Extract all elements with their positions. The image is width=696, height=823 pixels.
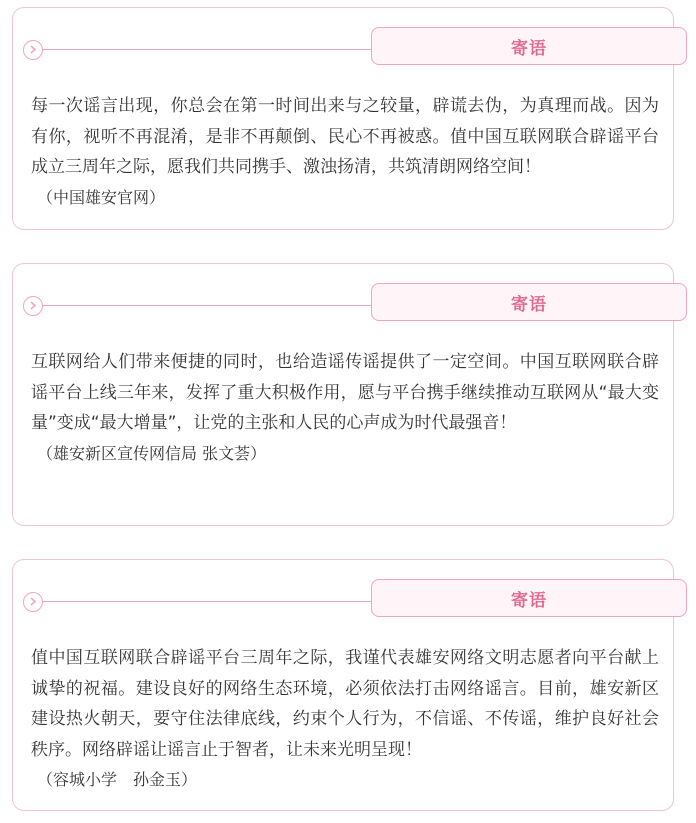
card-content (31, 91, 659, 213)
card-body-text: 互联网给人们带来便捷的同时，也给造谣传谣提供了一定空间。中国互联网联合辟谣平台上线三年来，发挥了重大积极作用，愿与平台携手继续推动互联网从“最大变量”变成“最大增量”，让党的主张和人民的心声成为时代最强音！ (31, 352, 659, 433)
card-title: 寄语 (511, 590, 547, 611)
card-title-box (371, 27, 687, 65)
card-body-text: 值中国互联网联合辟谣平台三周年之际，我谨代表雄安网络文明志愿者向平台献上诚挚的祝福。建设良好的网络生态环境，必须依法打击网络谣言。目前，雄安新区建设热火朝天，要守住法律底线，约束个人行为，不信谣、不传谣，维护良好社会秩序。网络辟谣让谣言止于智者，让未来光明呈现！ (31, 648, 659, 760)
header-divider (43, 601, 373, 602)
card-content (31, 347, 659, 469)
chevron-right-circle-icon (23, 40, 43, 60)
card-source: （雄安新区宣传网信局 张文荟） (37, 443, 267, 463)
card-title-box (371, 579, 687, 617)
card-title-box (371, 283, 687, 321)
chevron-right-circle-icon (23, 296, 43, 316)
message-card (12, 559, 674, 811)
card-title: 寄语 (511, 294, 547, 315)
card-body-text: 每一次谣言出现，你总会在第一时间出来与之较量，辟谎去伪，为真理而战。因为有你，视听不再混淆，是非不再颠倒、民心不再被惑。值中国互联网联合辟谣平台成立三周年之际，愿我们共同携手、激浊扬清，共筑清朗网络空间！ (31, 96, 659, 177)
header-divider (43, 49, 373, 50)
card-source: （容城小学 孙金玉） (37, 770, 198, 789)
chevron-right-circle-icon (23, 592, 43, 612)
message-card (12, 263, 674, 526)
card-title: 寄语 (511, 38, 547, 59)
message-card (12, 7, 674, 230)
card-source: （中国雄安官网） (37, 187, 166, 207)
card-content (31, 643, 659, 796)
header-divider (43, 305, 373, 306)
